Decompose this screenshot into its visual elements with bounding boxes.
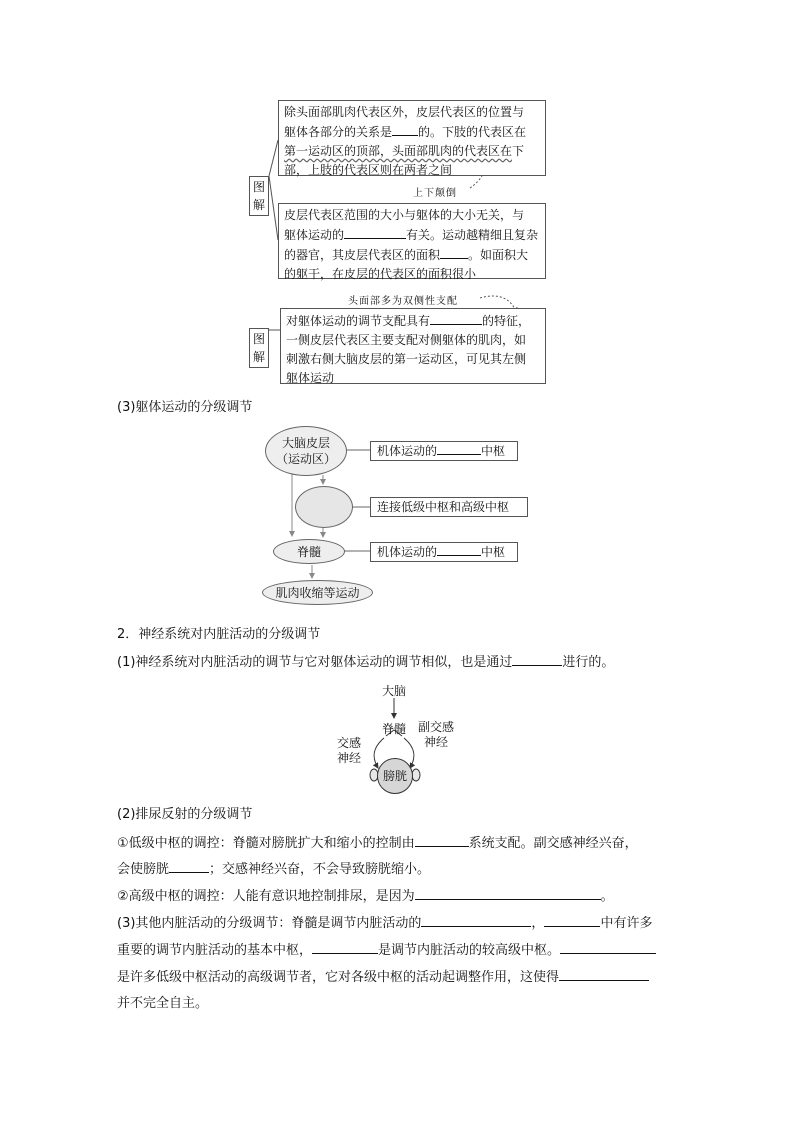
- box1-bottom-line-4: 的躯干，在皮层的代表区的面积很小: [284, 267, 477, 281]
- blank-system[interactable]: [415, 833, 469, 847]
- box1-annotation: 上下颠倒: [413, 188, 457, 199]
- box2-line-1: 对躯体运动的调节支配具有 的特征，: [286, 311, 540, 331]
- box1-top-line-3: 第一运动区的顶部，头面部肌肉的代表区在下: [284, 144, 525, 158]
- cortex-label: 大脑皮层: [281, 436, 330, 450]
- box2-annotation: 头面部多为双侧性支配: [348, 296, 458, 307]
- blank-bladder-state[interactable]: [169, 859, 209, 873]
- paragraph-3-line-1: (3)其他内脏活动的分级调节：脊髓是调节内脏活动的 ， 中有许多: [117, 913, 652, 934]
- bladder-node: [377, 758, 413, 794]
- blank-reason[interactable]: [415, 886, 601, 900]
- muscle-label: 肌肉收缩等运动: [275, 585, 360, 600]
- section2-title: 2．神经系统对内脏活动的分级调节: [117, 627, 321, 642]
- brain-label: 大脑: [381, 684, 406, 698]
- box2-line-4: 躯体运动: [286, 371, 335, 385]
- box1-bottom-line-2: 躯体运动的 有关。运动越精细且复杂: [284, 225, 540, 245]
- paragraph-2-line-3: ②高级中枢的调控：人能有意识地控制排尿，是因为 。: [117, 886, 614, 907]
- paragraph-3-line-3: 是许多低级中枢活动的高级调节者，它对各级中枢的活动起调整作用，这使得: [117, 967, 649, 988]
- spinal-cord-label: 脊髓: [296, 544, 321, 559]
- box1-bottom-line-1: 皮层代表区范围的大小与躯体的大小无关，与: [284, 208, 525, 222]
- paragraph-2-line-1: ①低级中枢的调控：脊髓对膀胱扩大和缩小的控制由 系统支配。副交感神经兴奋，: [117, 833, 638, 854]
- box1-tag-char-1: 图: [252, 180, 265, 194]
- bladder-label: 膀胱: [382, 769, 407, 783]
- box2-line-3: 刺激右侧大脑皮层的第一运动区，可见其左侧: [286, 352, 527, 366]
- box2-tag-char-2: 解: [252, 350, 265, 364]
- cortex-role-box: 机体运动的 中枢: [370, 441, 518, 461]
- paragraph-3-line-4: 并不完全自主。: [117, 996, 209, 1011]
- parasympathetic-label: 副交感神经: [417, 720, 454, 749]
- paragraph-2-line-2: 会使膀胱 ；交感神经兴奋，不会导致膀胱缩小。: [117, 859, 430, 880]
- box2-line-2: 一侧皮层代表区主要支配对侧躯体的肌肉，如: [286, 333, 527, 347]
- paragraph-2-title: (2)排尿反射的分级调节: [117, 807, 253, 822]
- blank-brainstem[interactable]: [544, 913, 600, 927]
- box2-tag-char-1: 图: [252, 332, 265, 346]
- section3-title: (3)躯体运动的分级调节: [117, 400, 253, 415]
- sympathetic-label: 交感神经: [336, 736, 361, 765]
- brainstem-role-box: 连接低级中枢和高级中枢: [370, 497, 528, 517]
- paragraph-3-line-2: 重要的调节内脏活动的基本中枢， 是调节内脏活动的较高级中枢。: [117, 940, 656, 961]
- spinal-role-box: 机体运动的 中枢: [370, 542, 518, 562]
- box1-tag-char-2: 解: [252, 198, 265, 212]
- paragraph-1: (1)神经系统对内脏活动的调节与它对躯体运动的调节相似，也是通过 进行的。: [117, 652, 614, 673]
- box1-top-line-2: 躯体各部分的关系是 的。下肢的代表区在: [284, 122, 540, 142]
- box1-top-line-1: 除头面部肌肉代表区外，皮层代表区的位置与: [284, 105, 525, 119]
- spinal-label: 脊髓: [381, 722, 406, 736]
- blank-autonomic[interactable]: [559, 967, 649, 981]
- blank-hypothalamus[interactable]: [312, 940, 378, 954]
- box1-bottom-line-3: 的器官，其皮层代表区的面积 。如面积大: [284, 245, 540, 265]
- blank-low-center[interactable]: [421, 913, 531, 927]
- box1-top-line-4: 部，上肢的代表区则在两者之间: [284, 163, 453, 177]
- cortex-sublabel: （运动区）: [275, 452, 336, 466]
- blank-cortex[interactable]: [560, 940, 656, 954]
